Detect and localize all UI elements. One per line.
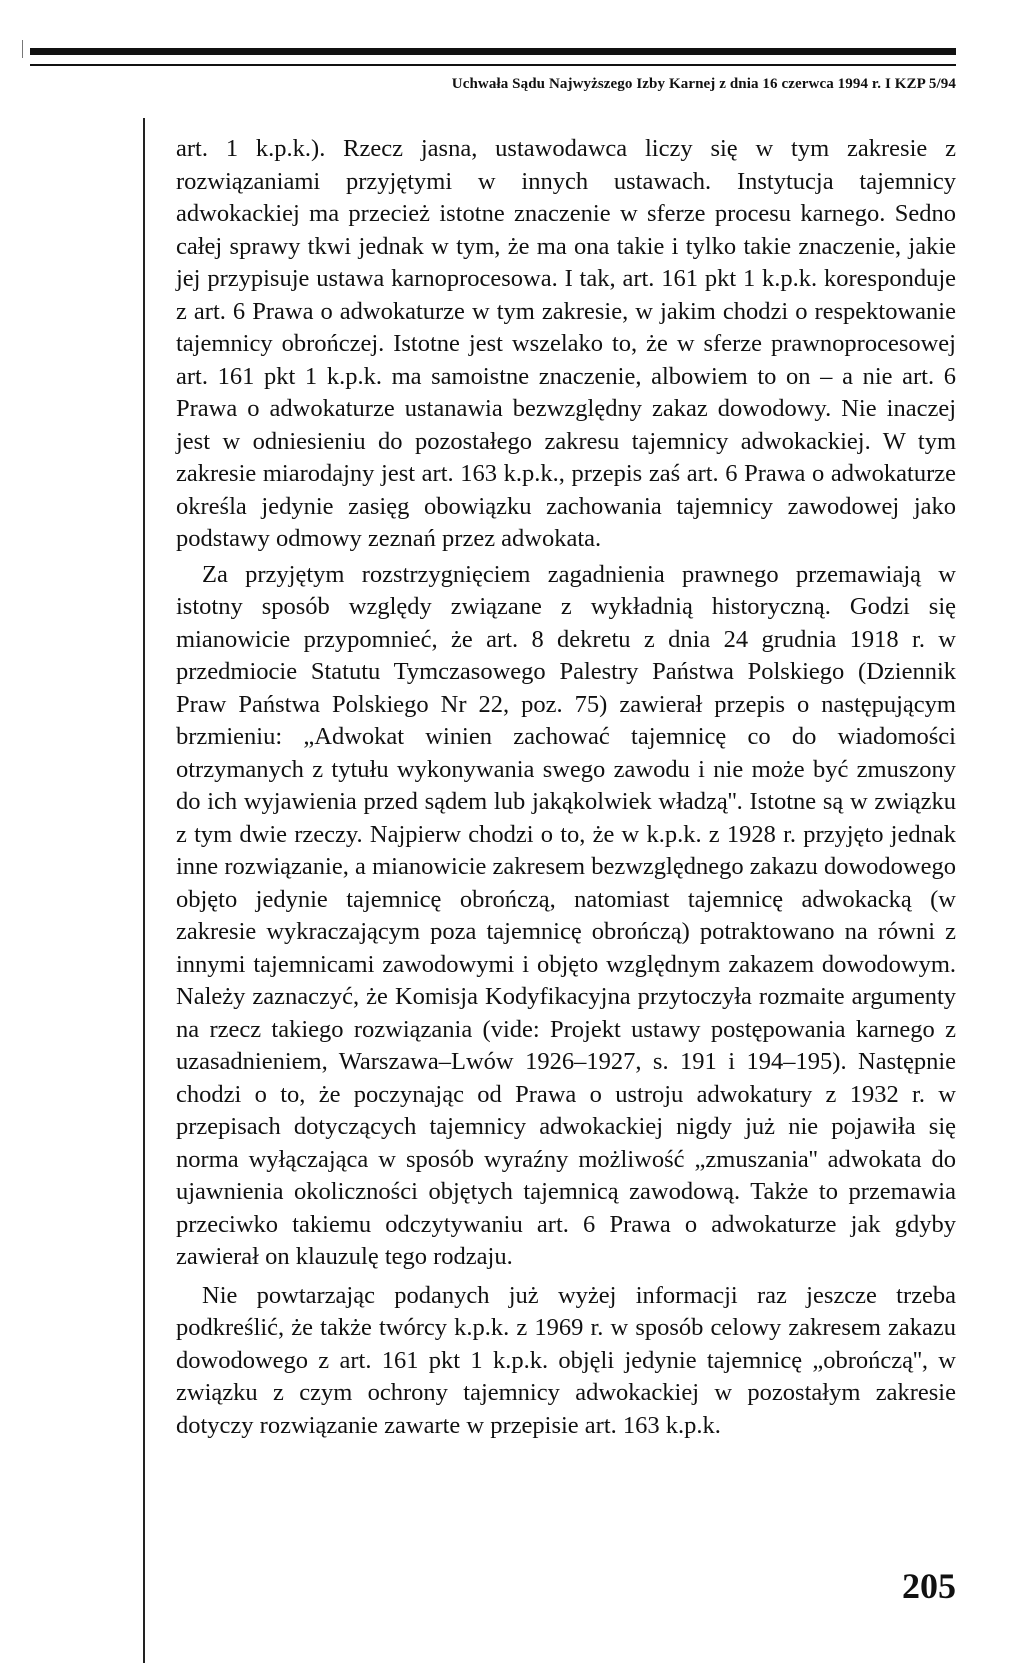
header-rule-thin [30,64,956,66]
paragraph-2: Za przyjętym rozstrzygnięciem zagadnienia prawnego przemawiają w istotny sposób względy związane z wykładnią historyczną. Godzi się mianowicie przypomnieć, że art. 8 dekretu z dnia 24 grudnia 1918 r. w przedmiocie Statutu Tymczasowego Palestry Państwa Polskiego (Dziennik Praw Państwa Polskiego Nr 22, poz. 75) zawierał przepis o następującym brzmieniu: „Adwokat winien zachować tajemnicę co do wiadomości otrzymanych z tytułu wykonywania swego zawodu i nie może być zmuszony do ich wyjawienia przed sądem lub jakąkolwiek władzą''. Istotne są w związku z tym dwie rzeczy. Najpierw chodzi o to, że w k.p.k. z 1928 r. przyjęto jednak inne rozwiązanie, a mianowicie zakresem bezwzględnego zakazu dowodowego objęto jedynie tajemnicę obrończą, natomiast tajemnicę adwokacką (w zakresie wykraczającym poza tajemnicę obrończą) potraktowano na równi z innymi tajemnicami zawodowymi i objęto względnym zakazem dowodowym. Należy zaznaczyć, że Komisja Kodyfikacyjna przytoczyła rozmaite argumenty na rzecz takiego rozwiązania (vide: Projekt ustawy postępowania karnego z uzasadnieniem, Warszawa–Lwów 1926–1927, s. 191 i 194–195). Następnie chodzi o to, że poczynając od Prawa o ustroju adwokatury z 1932 r. w przepisach dotyczących tajemnicy adwokackiej nigdy już nie pojawiła się norma wyłączająca w sposób wyraźny możliwość „zmuszania'' adwokata do ujawnienia okoliczności objętych tajemnicą zawodową. Także to przemawia przeciwko takiemu odczytywaniu art. 6 Prawa o adwokaturze jak gdyby zawierał on klauzulę tego rodzaju. [176,560,956,1270]
running-head: Uchwała Sądu Najwyższego Izby Karnej z dnia 16 czerwca 1994 r. I KZP 5/94 [451,76,956,92]
body-text [176,133,956,1442]
margin-bar [143,118,145,1663]
header-rule-thick [30,48,956,55]
scan-edge-mark [22,40,23,58]
page-number: 205 [902,1566,956,1606]
paragraph-3: Nie powtarzając podanych już wyżej informacji raz jeszcze trzeba podkreślić, że także twórcy k.p.k. z 1969 r. w sposób celowy zakresem zakazu dowodowego z art. 161 pkt 1 k.p.k. objęli jedynie tajemnicę „obrończą'', w związku z czym ochrony tajemnicy adwokackiej w pozostałym zakresie dotyczy rozwiązanie zawarte w przepisie art. 163 k.p.k. [176,1281,956,1439]
paragraph-1: art. 1 k.p.k.). Rzecz jasna, ustawodawca liczy się w tym zakresie z rozwiązaniami przyjętymi w innych ustawach. Instytucja tajemnicy adwokackiej ma przecież istotne znaczenie w sferze procesu karnego. Sedno całej sprawy tkwi jednak w tym, że ma ona takie i tylko takie znaczenie, jakie jej przypisuje ustawa karnoprocesowa. I tak, art. 161 pkt 1 k.p.k. koresponduje z art. 6 Prawa o adwokaturze w tym zakresie, w jakim chodzi o respektowanie tajemnicy obrończej. Istotne jest wszelako to, że w sferze prawnoprocesowej art. 161 pkt 1 k.p.k. ma samoistne znaczenie, albowiem to on – a nie art. 6 Prawa o adwokaturze ustanawia bezwzględny zakaz dowodowy. Nie inaczej jest w odniesieniu do pozostałego zakresu tajemnicy adwokackiej. W tym zakresie miarodajny jest art. 163 k.p.k., przepis zaś art. 6 Prawa o adwokaturze określa jedynie zasięg obowiązku zachowania tajemnicy zawodowej jako podstawy odmowy zeznań przez adwokata. [176,135,956,552]
